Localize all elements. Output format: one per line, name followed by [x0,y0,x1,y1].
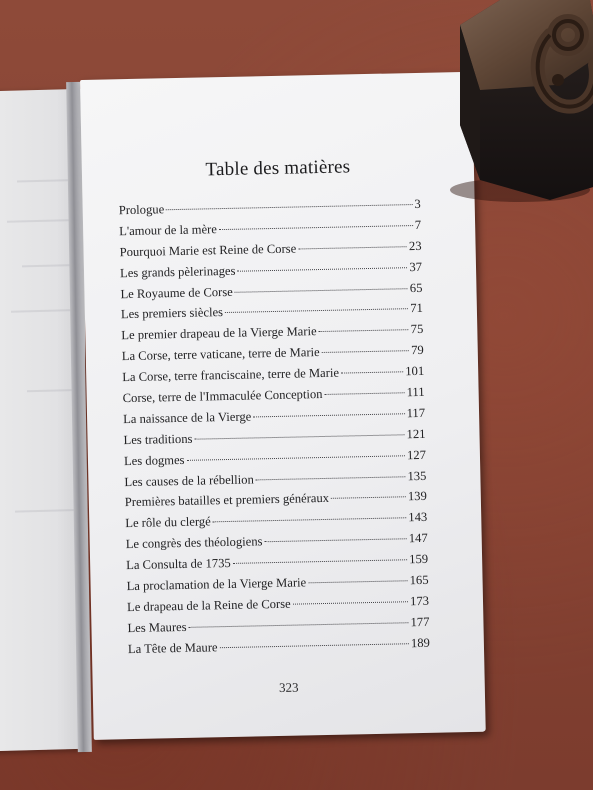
toc-entry-label: Le drapeau de la Reine de Corse [126,596,291,615]
toc-entry-page: 189 [410,635,431,650]
toc-entry-page: 111 [406,384,425,400]
toc-dot-leader [225,309,408,314]
toc-dot-leader [220,643,409,648]
toc-dot-leader [256,476,406,480]
toc-dot-leader [319,330,409,333]
toc-entry-label: La Tête de Maure [127,639,218,656]
toc-dot-leader [166,204,412,210]
toc-dot-leader [235,288,408,293]
toc-entry-page: 23 [408,238,422,253]
toc-dot-leader [233,559,407,564]
toc-dot-leader [331,497,406,500]
toc-entry-label: Les dogmes [123,452,185,468]
toc-entry-page: 159 [409,551,429,567]
toc-entry-label: Le premier drapeau de la Vierge Marie [121,324,317,343]
toc-entry-page: 101 [405,363,425,379]
toc-title: Table des matières [205,156,351,181]
toc-entry-label: L'amour de la mère [119,222,218,239]
toc-dot-leader [308,580,408,583]
cast-iron-weight [440,0,593,205]
toc-entry-label: La naissance de la Vierge [122,409,252,427]
toc-entry-label: Les causes de la rébellion [124,472,254,489]
toc-entry-label: La Corse, terre vaticane, terre de Marie [121,345,320,364]
table-of-contents-page [80,72,486,740]
toc-entry-page: 147 [408,531,428,546]
toc-entry-page: 117 [406,405,426,421]
toc-list [119,197,431,663]
toc-entry-label: Pourquoi Marie est Reine de Corse [119,241,297,259]
toc-entry-page: 71 [410,301,424,316]
toc-dot-leader [194,434,404,439]
toc-entry-label: La proclamation de la Vierge Marie [126,575,307,594]
toc-entry-label: Premières batailles et premiers généraux [124,491,330,510]
toc-entry-label: Le congrès des théologiens [125,534,263,552]
toc-entry-page: 135 [407,468,427,483]
toc-entry-label: Les traditions [123,431,193,447]
toc-entry-page: 173 [409,593,430,609]
toc-entry-page: 127 [406,447,427,462]
toc-entry-page: 139 [407,489,427,504]
toc-entry-page: 165 [409,572,429,588]
toc-entry-label: La Consulta de 1735 [126,556,231,573]
toc-dot-leader [189,622,409,628]
toc-entry-page: 37 [409,259,423,274]
toc-entry-page: 65 [409,280,423,295]
toc-entry-label: Le Royaume de Corse [120,284,233,301]
toc-dot-leader [253,413,404,417]
page-number: 323 [278,679,299,695]
toc-entry-page: 177 [410,614,430,630]
toc-dot-leader [293,601,408,604]
toc-dot-leader [237,267,407,272]
toc-entry-label: Corse, terre de l'Immaculée Conception [122,387,323,406]
toc-entry-label: La Corse, terre franciscaine, terre de Marie [122,365,340,385]
toc-entry-label: Le rôle du clergé [125,514,211,531]
toc-entry-page: 143 [408,510,428,525]
toc-dot-leader [219,225,413,230]
toc-entry-label: Les premiers siècles [120,305,224,322]
toc-entry-page: 7 [414,217,422,232]
toc-dot-leader [298,246,407,249]
toc-dot-leader [186,455,405,461]
toc-entry-label: Prologue [118,202,165,218]
toc-dot-leader [324,392,404,395]
toc-entry-page: 79 [410,343,424,358]
toc-dot-leader [322,350,410,353]
toc-entry-page: 3 [414,196,421,212]
toc-entry-label: Les grands pèlerinages [119,263,236,280]
toc-entry-page: 75 [410,322,424,337]
toc-entry-page: 121 [406,426,426,442]
toc-entry-label: Les Maures [127,619,187,635]
toc-dot-leader [213,518,407,523]
toc-dot-leader [264,539,406,543]
toc-dot-leader [341,371,403,373]
